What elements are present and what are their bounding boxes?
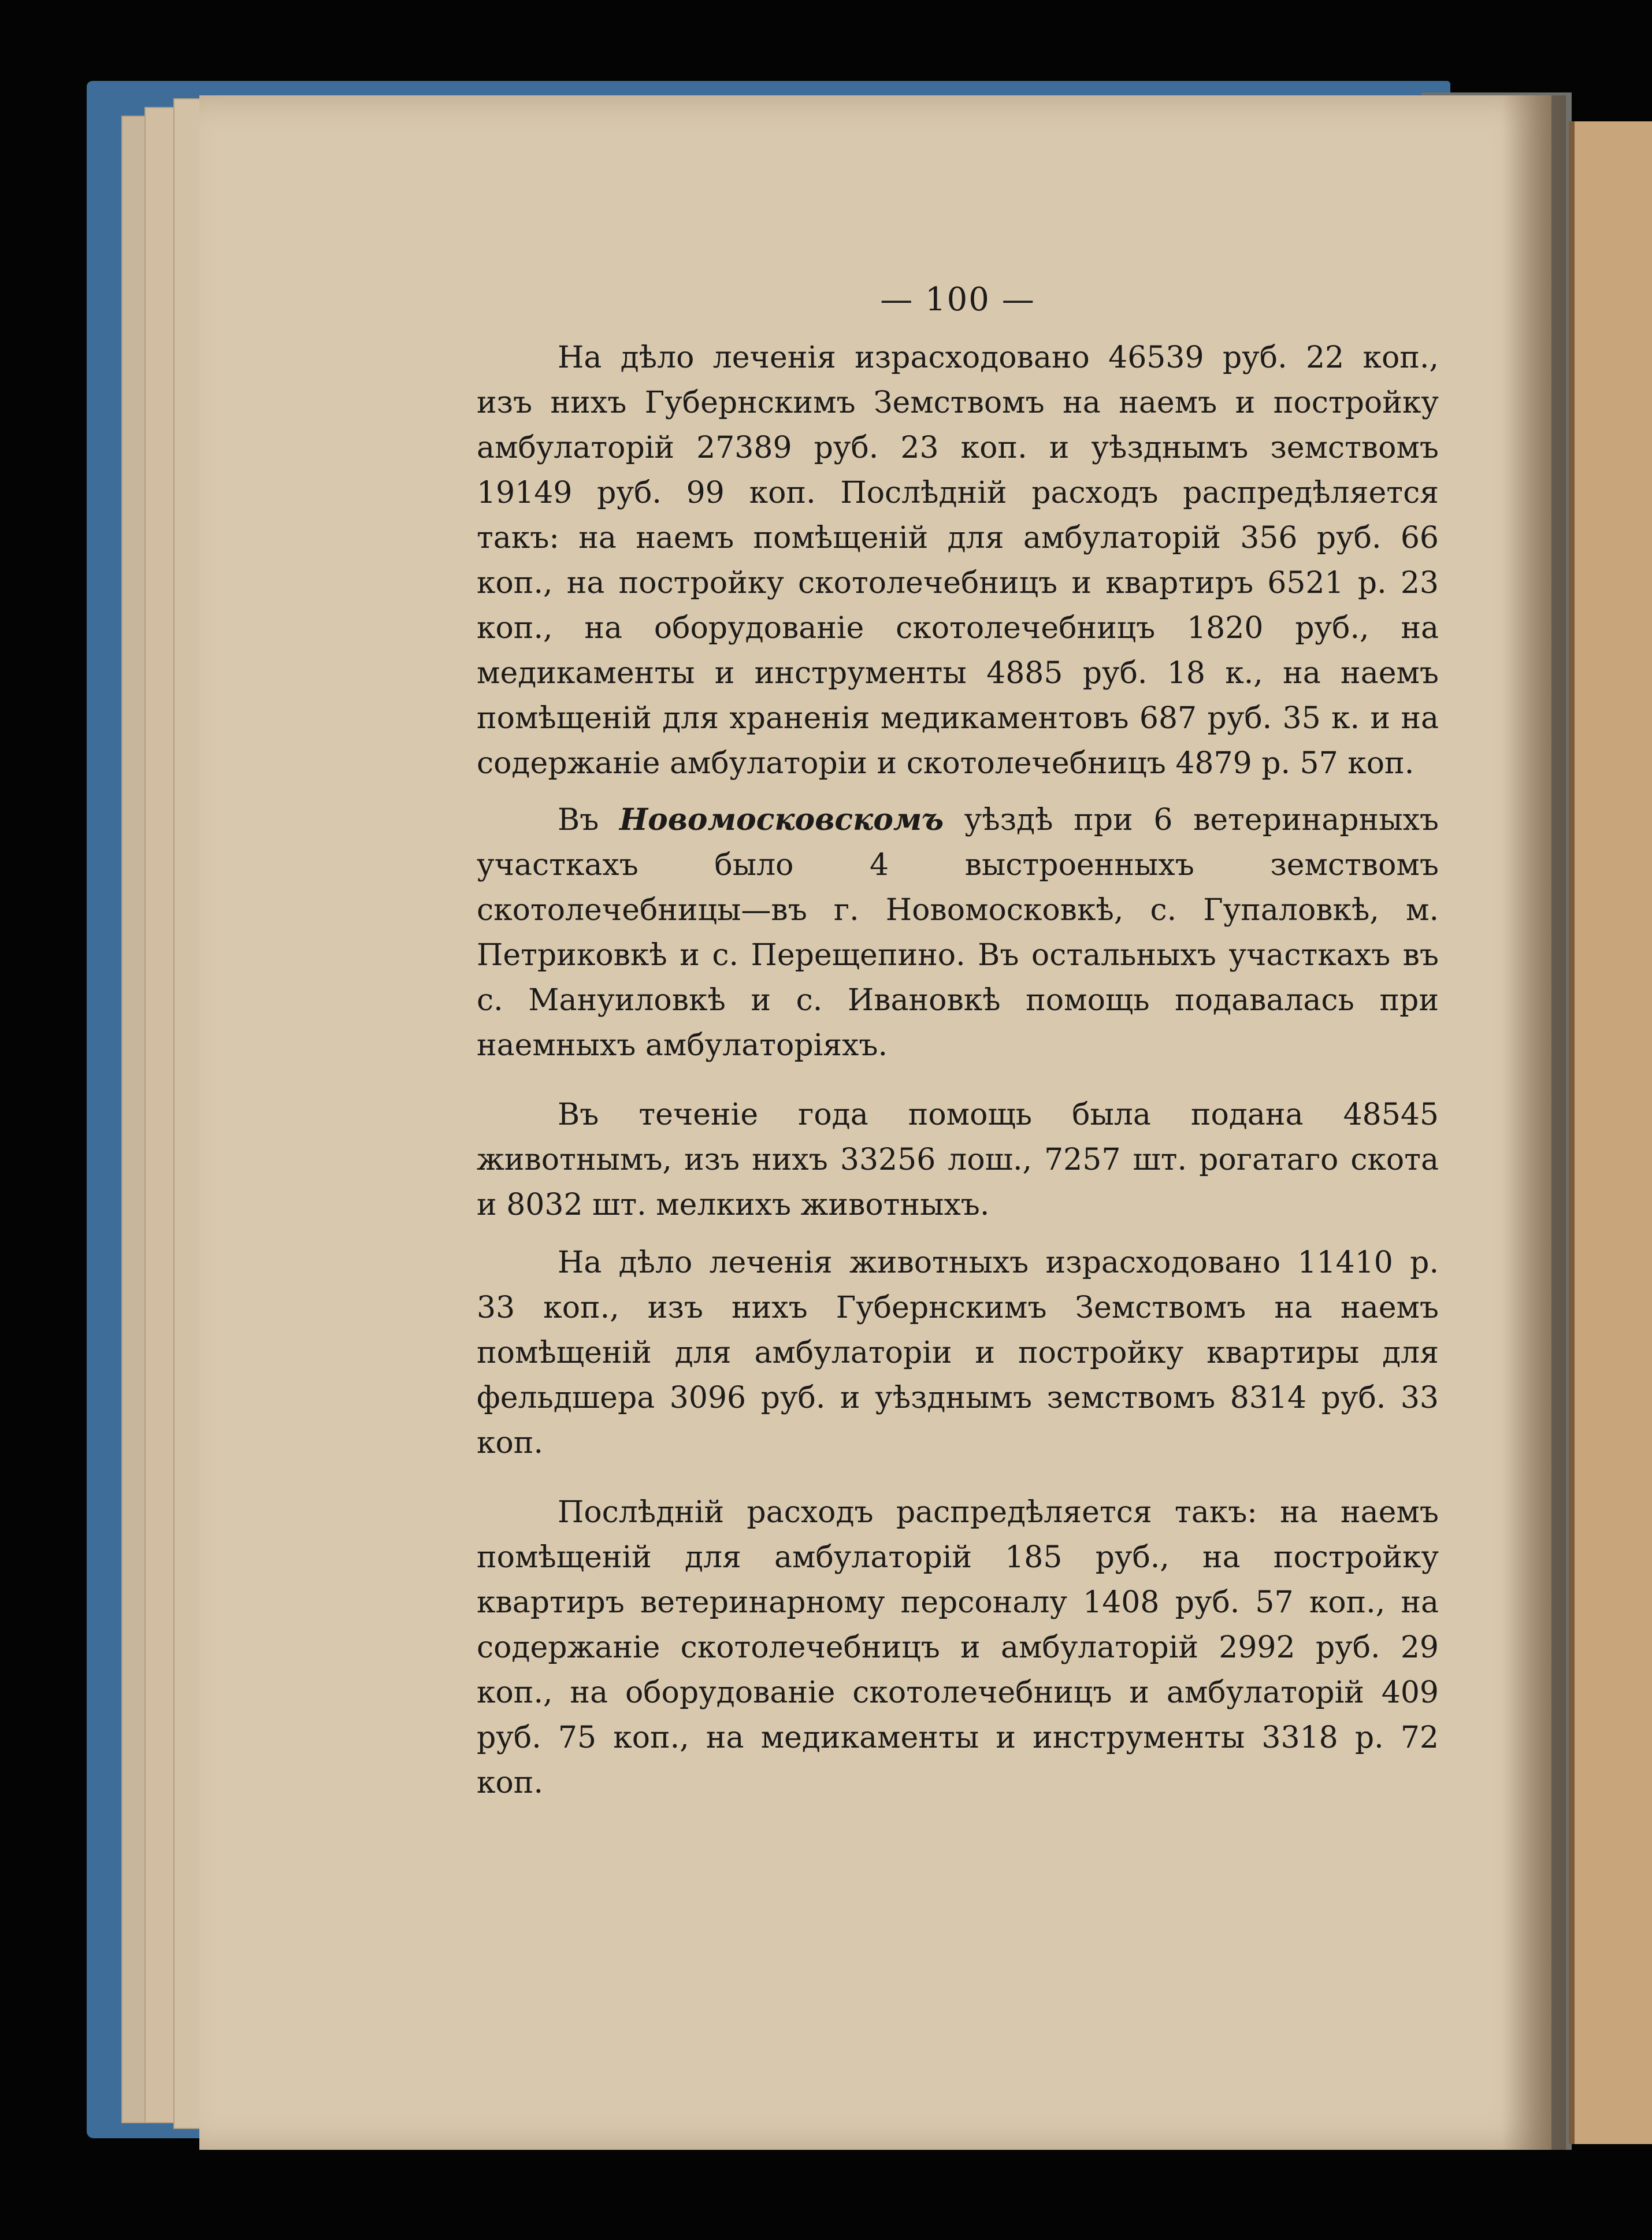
paragraph: Послѣдній расходъ распредѣляется такъ: на наемъ помѣщеній для амбулаторій 185 руб., на постройку квартиръ ветеринарному персоналу 1408 руб. 57 коп., на содержаніе скотолечебницъ и амбулаторій 2992 руб. 29 коп., на оборудованіе скотолечебницъ и амбулаторій 409 руб. 75 коп., на медикаменты и инструменты 3318 р. 72 коп. <box>477 1495 1439 1800</box>
paragraph: На дѣло леченія израсходовано 46539 руб. 22 коп., изъ нихъ Губернскимъ Земствомъ на наемъ и постройку амбулаторій 27389 руб. 23 коп. и уѣзднымъ земствомъ 19149 руб. 99 коп. Послѣдній расходъ распредѣляется такъ: на наемъ помѣщеній для амбулаторій 356 руб. 66 коп., на постройку скотолечебницъ и квартиръ 6521 р. 23 коп., на оборудованіе скотолечебницъ 1820 руб., на медикаменты и инструменты 4885 руб. 18 к., на наемъ помѣщеній для храненія медикаментовъ 687 руб. 35 к. и на содержаніе амбулаторіи и скотолечебницъ 4879 р. 57 коп. <box>477 340 1439 781</box>
paragraph-prefix: Въ <box>558 803 619 837</box>
facing-page-edge <box>1569 121 1652 2144</box>
gutter-shadow <box>1502 95 1566 2150</box>
paragraph-body: уѣздѣ при 6 ветеринарныхъ участкахъ было 4 выстроенныхъ земствомъ скотолечебницы—въ г. Новомосковкѣ, с. Гупаловкѣ, м. Петриковкѣ и с. Перещепино. Въ остальныхъ участкахъ въ с. Мануиловкѣ и с. Ивановкѣ помощь подавалась при наемныхъ амбулаторіяхъ. <box>477 803 1439 1063</box>
page-text <box>477 277 1439 1818</box>
district-name: Новомосковскомъ <box>619 802 944 837</box>
paragraph: Въ теченіе года помощь была подана 48545 животнымъ, изъ нихъ 33256 лош., 7257 шт. рогатаго скота и 8032 шт. мелкихъ животныхъ. <box>477 1097 1439 1222</box>
paragraph: На дѣло леченія животныхъ израсходовано 11410 р. 33 коп., изъ нихъ Губернскимъ Земствомъ на наемъ помѣщеній для амбулаторіи и постройку квартиры для фельдшера 3096 руб. и уѣзднымъ земствомъ 8314 руб. 33 коп. <box>477 1245 1439 1460</box>
page-number: — 100 — <box>880 281 1035 318</box>
paragraph <box>477 798 1439 1068</box>
